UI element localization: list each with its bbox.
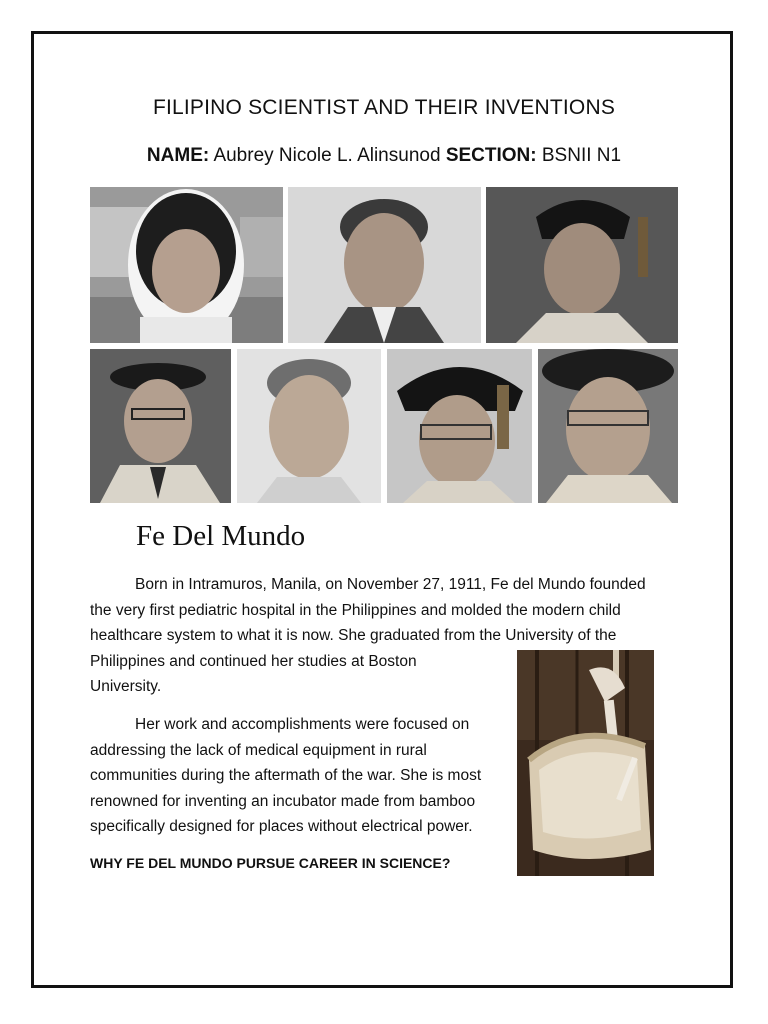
paragraph-2 xyxy=(90,712,481,840)
portrait-4 xyxy=(90,349,231,503)
portrait-3 xyxy=(486,187,678,343)
paragraph-1-line: healthcare system to what it is now. She graduated from the University of the xyxy=(90,627,617,644)
portrait-6 xyxy=(387,349,532,503)
portrait-5 xyxy=(237,349,381,503)
paragraph-2-line: Her work and accomplishments were focused on xyxy=(135,716,470,733)
paragraph-2-line: specifically designed for places without electrical power. xyxy=(90,818,473,835)
portrait-1 xyxy=(90,187,283,343)
bamboo-incubator-photo xyxy=(517,650,654,876)
paragraph-1-line: Philippines and continued her studies at Boston xyxy=(90,652,417,670)
section-heading: Fe Del Mundo xyxy=(136,520,306,552)
section-label: SECTION: xyxy=(445,145,537,166)
section-question: WHY FE DEL MUNDO PURSUE CAREER IN SCIENCE? xyxy=(90,855,451,871)
name-section-line xyxy=(0,145,768,167)
paragraph-2-line: communities during the aftermath of the war. She is most xyxy=(90,767,482,784)
portrait-2 xyxy=(288,187,481,343)
document-title: FILIPINO SCIENTIST AND THEIR INVENTIONS xyxy=(152,96,616,119)
paragraph-2-line: addressing the lack of medical equipment in rural xyxy=(90,741,427,759)
paragraph-1-line: the very first pediatric hospital in the Philippines and molded the modern child xyxy=(90,601,621,619)
paragraph-2-line: renowned for inventing an incubator made from bamboo xyxy=(90,792,476,810)
name-label: NAME: xyxy=(146,145,210,166)
name-value: Aubrey Nicole L. Alinsunod xyxy=(213,145,441,166)
portrait-7 xyxy=(538,349,678,503)
paragraph-1-line: University. xyxy=(90,678,162,695)
section-value: BSNII N1 xyxy=(541,145,622,166)
paragraph-1-line: Born in Intramuros, Manila, on November 27, 1911, Fe del Mundo founded xyxy=(135,576,646,593)
